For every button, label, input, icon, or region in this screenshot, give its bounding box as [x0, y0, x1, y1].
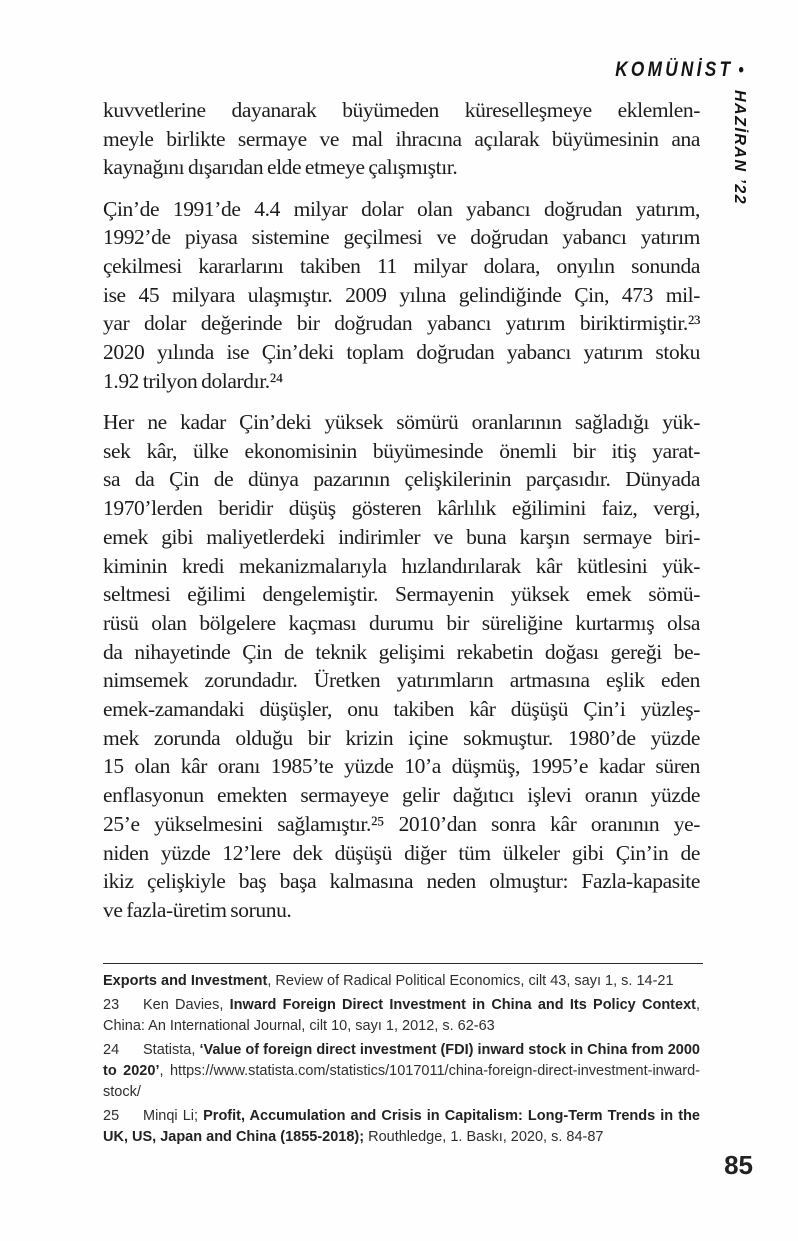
body-text-line: sa da Çin de dünya pazarının çelişkilerinin parçasıdır. Dünyada: [103, 467, 700, 492]
footnote-number: 25: [103, 1108, 120, 1124]
article-body: [103, 96, 700, 937]
footnote-text: , Review of Radical Political Economics, cilt 43, sayı 1, s. 14-21: [267, 973, 674, 989]
footnote-number: 23: [103, 997, 120, 1013]
masthead: [616, 58, 744, 82]
footnote-text: Routhledge, 1. Baskı, 2020, s. 84-87: [364, 1129, 604, 1145]
masthead-bullet-icon: •: [738, 60, 744, 81]
footnote-title-bold: Inward Foreign Direct Investment in China and Its Policy Context: [229, 997, 696, 1013]
footnote-separator-rule: [103, 963, 703, 964]
body-text-line: emek-zamandaki düşüşler, onu takiben kâr düşüşü Çin’i yüzleş-: [103, 697, 700, 722]
body-text-line: ikiz çelişkiyle baş başa kalmasına neden olmuştur: Fazla-kapasite: [103, 869, 700, 894]
body-text-line: enflasyonun emekten sermayeye gelir dağıtıcı işlevi oranın yüzde: [103, 783, 700, 808]
footnote: [103, 1106, 700, 1148]
body-paragraph: [103, 96, 700, 182]
body-text-line: Çin’de 1991’de 4.4 milyar dolar olan yabancı doğrudan yatırım,: [103, 196, 700, 221]
footnotes-block: [103, 971, 700, 1151]
body-text-line: Her ne kadar Çin’deki yüksek sömürü oranlarının sağladığı yük-: [103, 410, 700, 435]
body-text-line: rüsü olan bölgelere kaçması durumu bir süreliğine kurtarmış olsa: [103, 610, 700, 635]
footnote-text: , https://www.statista.com/statistics/1017011/china-foreign-direct-investment-inward-stock/: [103, 1063, 700, 1100]
footnote-text: Ken Davies,: [143, 997, 230, 1013]
body-text-line: 1992’de piyasa sistemine geçilmesi ve doğrudan yabancı yatırım: [103, 225, 700, 250]
body-text-line: niden yüzde 12’lere dek düşüşü diğer tüm ülkeler gibi Çin’in de: [103, 840, 700, 865]
body-text-line: kiminin kredi mekanizmalarıyla hızlandırılarak kâr kütlesini yük-: [103, 553, 700, 578]
body-text-line: ve fazla-üretim sorunu.: [103, 897, 292, 922]
footnote-number: 24: [103, 1042, 120, 1058]
footnote-title-bold: ‘Value of foreign direct investment (FDI) inward stock in China from 2000 to 2020’: [103, 1042, 700, 1079]
body-text-line: emek gibi maliyetlerdeki indirimler ve buna karşın sermaye biri-: [103, 524, 700, 549]
body-paragraph: [103, 195, 700, 396]
body-text-line: seltmesi eğilimi dengelemiştir. Sermayenin yüksek emek sömü-: [103, 582, 700, 607]
body-text-line: sek kâr, ülke ekonomisinin büyümesinde önemli bir itiş yarat-: [103, 438, 700, 463]
body-text-line: 25’e yükselmesini sağlamıştır.²⁵ 2010’dan sonra kâr oranının ye-: [103, 811, 700, 836]
body-text-line: 15 olan kâr oranı 1985’te yüzde 10’a düşmüş, 1995’e kadar süren: [103, 754, 700, 779]
footnote: [103, 1040, 700, 1103]
footnote-title-bold: Profit, Accumulation and Crisis in Capitalism: Long-Term Trends in the UK, US, Japan and China (1855-2018);: [103, 1108, 700, 1145]
body-text-line: meyle birlikte sermaye ve mal ihracına açılarak büyümesinin ana: [103, 126, 700, 151]
footnote-title-bold: Exports and Investment: [103, 973, 268, 989]
body-text-line: kuvvetlerine dayanarak büyümeden küreselleşmeye eklemlen-: [103, 98, 700, 122]
body-text-line: 1.92 trilyon dolardır.²⁴: [103, 368, 283, 393]
footnote-text: Minqi Li;: [143, 1108, 204, 1124]
body-text-line: çekilmesi kararlarını takiben 11 milyar dolara, onyılın sonunda: [103, 254, 700, 279]
footnote-text: Statista,: [143, 1042, 200, 1058]
body-text-line: nimsemek zorundadır. Üretken yatırımların artmasına eşlik eden: [103, 668, 700, 693]
footnote-text: , China: An International Journal, cilt 10, sayı 1, 2012, s. 62-63: [103, 997, 700, 1034]
body-text-line: 1970’lerden beridir düşüş gösteren kârlılık eğilimini faiz, vergi,: [103, 496, 700, 521]
issue-label-vertical: HAZİRAN ’22: [731, 90, 748, 206]
body-paragraph: [103, 408, 700, 925]
page-number: 85: [724, 1150, 753, 1180]
body-text-line: kaynağını dışarıdan elde etmeye çalışmıştır.: [103, 155, 458, 180]
body-text-line: ise 45 milyara ulaşmıştır. 2009 yılına gelindiğinde Çin, 473 mil-: [103, 282, 700, 307]
body-text-line: 2020 yılında ise Çin’deki toplam doğrudan yabancı yatırım stoku: [103, 340, 700, 365]
footnote: [103, 995, 700, 1037]
footnote: [103, 971, 700, 992]
body-text-line: mek zorunda olduğu bir krizin içine sokmuştur. 1980’de yüzde: [103, 725, 700, 750]
body-text-line: yar dolar değerinde bir doğrudan yabancı yatırım biriktirmiştir.²³: [103, 311, 700, 336]
masthead-title: KOMÜNİST: [615, 58, 734, 81]
body-text-line: da nihayetinde Çin de teknik gelişimi rekabetin doğası gereği be-: [103, 639, 700, 664]
